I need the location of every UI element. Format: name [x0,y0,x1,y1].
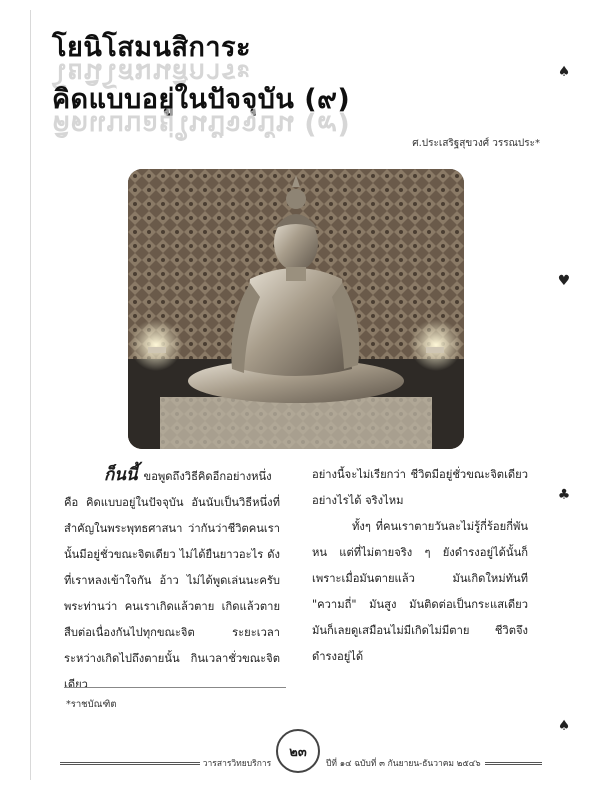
lead-word: ก็นนี้ [104,465,138,485]
leaf-ornament-icon: ♠ [557,64,571,80]
article-title-reflection-1: โยนิโสมนสิการะ [52,57,252,88]
leaf-ornament-icon: ♠ [557,718,571,734]
right-column-paragraph-1: อย่างนี้จะไม่เรียกว่า ชีวิตมีอยู่ชั่วขณะจิตเดียว อย่างไรได้ จริงไหม [312,468,528,507]
left-column-text: ขอพูดถึงวิธีคิดอีกอย่างหนึ่ง คือ คิดแบบอยู่ในปัจจุบัน อันนับเป็นวิธีหนึ่งที่สำคัญในพระพุทธศาสนา ว่ากันว่าชีวิตคนเรานั้นมีอยู่ชั่วขณะจิตเดียว ไม่ได้ยืนยาวอะไร ดังที่เราหลงเข้าใจกัน อ้าว ไม่ได้พูดเล่นนะครับ พระท่านว่า คนเราเกิดแล้วตาย เกิดแล้วตายสืบต่อเนื่องกันไปทุกขณะจิต ระยะเวลาระหว่างเกิดไปถึงตายนั้น กินเวลาชั่วขณะจิตเดียว [64,470,280,691]
right-column-paragraph-2: ทั้งๆ ที่คนเราตายวันละไม่รู้กี่ร้อยกี่พันหน แต่ที่ไม่ตายจริง ๆ ยังดำรงอยู่ได้นั้นก็เพราะเมื่อมันตายแล้ว มันเกิดใหม่ทันที "ความถี่" มันสูง มันติดต่อเป็นกระแสเดียว มันก็เลยดูเสมือนไม่มีเกิดไม่มีตาย ชีวิตจึงดำรงอยู่ได้ [312,520,528,663]
page-number: ๒๓ [289,744,307,760]
buddha-photo [128,169,464,449]
article-column-left [64,462,280,698]
article-title-reflection-2: คิดแบบอยู่ในปัจจุบัน (๙) [52,109,351,140]
author-byline: ศ.ประเสริฐสุขวงศ์ วรรณประ* [412,138,540,149]
footer-issue-info: ปีที่ ๑๔ ฉบับที่ ๓ กันยายน-ธันวาคม ๒๕๔๖ [322,756,485,770]
leaf-ornament-icon: ♥ [557,273,571,289]
article-title-line-1: โยนิโสมนสิการะ [52,32,252,63]
article-column-right [312,462,528,670]
footnote: *ราชบัณฑิต [66,699,117,710]
footnote-divider [64,687,286,688]
footer-journal-name: วารสารวิทยบริการ [200,756,274,770]
article-title-line-2: คิดแบบอยู่ในปัจจุบัน (๙) [52,84,351,115]
leaf-ornament-icon: ♣ [557,487,571,503]
page-number-badge [276,729,320,773]
